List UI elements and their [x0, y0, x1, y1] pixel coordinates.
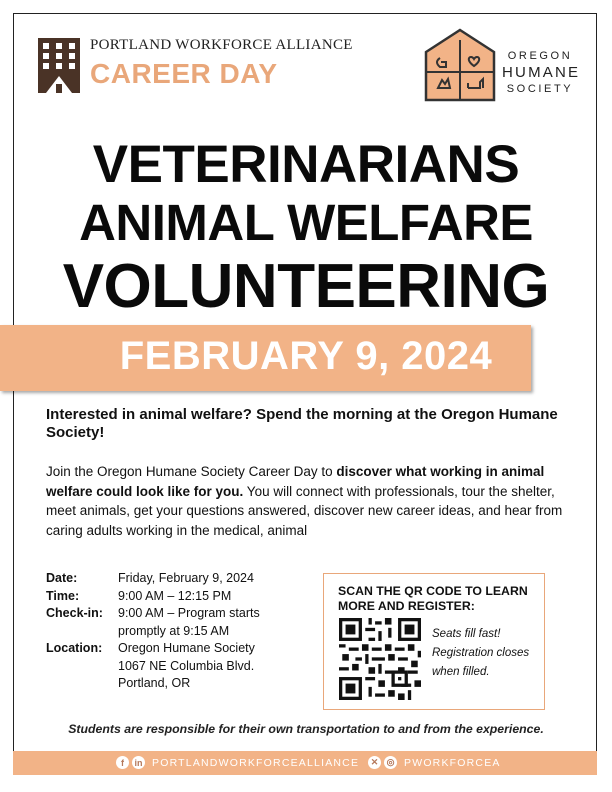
- x-icon[interactable]: ✕: [368, 756, 381, 769]
- registration-note: Seats fill fast! Registration closes when filled.: [432, 628, 530, 678]
- description-part-2: You will connect with professionals, tour the shelter, meet animals, get your questions answered, discover new career ideas, and hear from caring adults working in the medical, animal: [46, 483, 563, 538]
- detail-value: Oregon Humane Society 1067 NE Columbia Blvd. Portland, OR: [118, 641, 255, 690]
- detail-row-location: [46, 640, 318, 693]
- event-date: FEBRUARY 9, 2024: [119, 334, 493, 378]
- wordmark-line-1: OREGON: [507, 50, 573, 62]
- linkedin-icon[interactable]: in: [132, 756, 145, 769]
- social-handle-1[interactable]: PORTLANDWORKFORCEALLIANCE: [152, 756, 360, 769]
- detail-value: Friday, February 9, 2024: [118, 571, 254, 585]
- detail-value: 9:00 AM – Program starts promptly at 9:15 AM: [118, 606, 260, 638]
- description-paragraph: [46, 462, 572, 540]
- description-part-1: Join the Oregon Humane Society Career Day to: [46, 464, 337, 479]
- wordmark-line-3: SOCIETY: [506, 83, 574, 95]
- instagram-icon[interactable]: ◎: [384, 756, 397, 769]
- wordmark-line-2: HUMANE: [502, 64, 581, 81]
- social-group-1: [116, 756, 359, 769]
- detail-label: Location:: [46, 641, 103, 655]
- building-logo-icon: [38, 38, 80, 93]
- humane-society-wordmark: [502, 50, 581, 95]
- transportation-disclaimer: Students are responsible for their own transportation to and from the experience.: [68, 722, 544, 736]
- description-emphasis: discover what working in animal welfare could look like for you.: [46, 464, 545, 499]
- detail-row-checkin: [46, 605, 318, 640]
- intro-text: Interested in animal welfare? Spend the morning at the Oregon Humane Society!: [46, 406, 558, 441]
- social-group-2: [368, 756, 501, 769]
- detail-label: Time:: [46, 588, 80, 603]
- qr-code[interactable]: [339, 618, 421, 700]
- headline-line-3: VOLUNTEERING: [62, 252, 550, 321]
- detail-label: Date:: [46, 571, 78, 585]
- qr-title: SCAN THE QR CODE TO LEARN MORE AND REGISTER:: [338, 584, 528, 613]
- headline-line-1: VETERINARIANS: [92, 135, 520, 194]
- headline-line-2: ANIMAL WELFARE: [79, 194, 533, 251]
- detail-label: Check-in:: [46, 606, 103, 620]
- event-details: [46, 570, 318, 693]
- humane-society-logo-icon: [424, 28, 496, 102]
- detail-row-date: [46, 570, 318, 588]
- detail-row-time: [46, 588, 318, 606]
- facebook-icon[interactable]: f: [116, 756, 129, 769]
- org-name: PORTLAND WORKFORCE ALLIANCE: [90, 37, 353, 53]
- event-label: CAREER DAY: [90, 58, 278, 89]
- detail-value: 9:00 AM – 12:15 PM: [118, 588, 232, 603]
- social-handle-2[interactable]: PWORKFORCEA: [404, 756, 501, 769]
